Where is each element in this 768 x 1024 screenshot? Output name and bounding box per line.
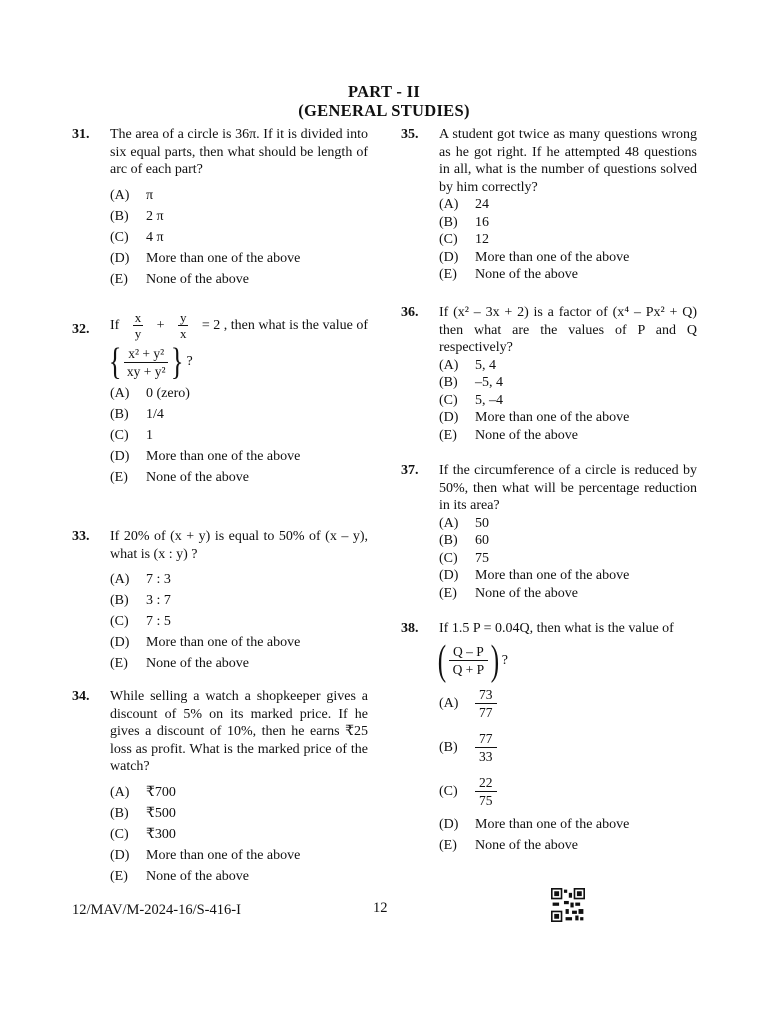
option-e: (E) None of the above xyxy=(110,470,250,485)
question-text: If the circumference of a circle is reduced by 50%, then what will be percentage reduction in its area? xyxy=(439,463,697,513)
question-number: 33. xyxy=(72,529,90,544)
option-a: (A) 5, 4 xyxy=(439,357,496,373)
option-b: (B) 2 π xyxy=(110,208,164,224)
question-34 xyxy=(72,688,368,887)
option-c: (C) 4 π xyxy=(110,229,164,245)
expression: { $\frac{\text{x² + y²}}{\text{xy + y²}}$ } ? xyxy=(108,341,193,383)
question-text: If $\frac{x}{y}$ + $\frac{y}{x}$ = 2 , then what is the value of xyxy=(110,310,368,341)
section-title: (GENERAL STUDIES) xyxy=(298,101,470,120)
option-c: (C) 12 xyxy=(439,232,489,247)
question-text: If (x² – 3x + 2) is a factor of (x⁴ – Px² + Q) then what are the values of P and Q respectively? xyxy=(439,305,697,355)
fraction-x-over-y: $\frac{x}{y}$ xyxy=(134,310,142,341)
question-number: 32. xyxy=(72,322,90,337)
question-number: 38. xyxy=(401,621,419,636)
options-list xyxy=(110,383,368,488)
option-e: (E) None of the above xyxy=(110,656,250,671)
option-b: (B) ₹500 xyxy=(110,805,176,821)
option-e: (E) None of the above xyxy=(439,427,579,443)
option-e: (E) None of the above xyxy=(439,585,579,601)
option-c: (C) 1 xyxy=(110,428,153,443)
options-list xyxy=(439,682,697,856)
options-list xyxy=(110,782,368,887)
option-fraction: $\frac{73}{77}$ xyxy=(475,686,497,721)
question-32 xyxy=(72,310,368,528)
options-list xyxy=(439,196,697,284)
option-e: (E) None of the above xyxy=(110,271,250,287)
option-e: (E) None of the above xyxy=(110,868,250,884)
option-b: (B) 3 : 7 xyxy=(110,593,171,608)
option-b: (B) 60 xyxy=(439,533,489,548)
question-text: While selling a watch a shopkeeper gives a discount of 5% on its marked price. If he gives a discount of 10%, then he earns ₹25 loss as profit. What is the marked price of the watch? xyxy=(110,689,368,774)
option-e: (E) None of the above xyxy=(439,837,579,853)
option-d: (D) More than one of the above xyxy=(439,816,630,832)
question-number: 34. xyxy=(72,689,90,704)
option-b: (B) $\frac{77}{33}$ xyxy=(439,726,697,770)
options-list xyxy=(439,357,697,445)
option-d: (D) More than one of the above xyxy=(110,635,301,650)
page-heading xyxy=(0,82,768,120)
option-a: (A) 50 xyxy=(439,515,489,531)
option-d: (D) More than one of the above xyxy=(110,847,301,863)
expression-fraction: $\frac{Q - P}{Q + P}$ xyxy=(449,643,488,678)
right-column xyxy=(401,126,697,856)
option-fraction: $\frac{77}{33}$ xyxy=(475,730,497,765)
option-d: (D) More than one of the above xyxy=(110,250,301,266)
options-list xyxy=(110,569,368,674)
question-number: 35. xyxy=(401,127,419,142)
option-c: (C) ₹300 xyxy=(110,826,176,842)
option-a: (A) ₹700 xyxy=(110,784,176,800)
left-column xyxy=(72,126,368,887)
option-c: (C) 5, –4 xyxy=(439,392,503,408)
fraction-y-over-x: $\frac{y}{x}$ xyxy=(179,310,187,341)
question-text: If 20% of (x + y) is equal to 50% of (x – y), what is (x : y) ? xyxy=(110,529,368,562)
option-d: (D) More than one of the above xyxy=(439,410,630,425)
question-31 xyxy=(72,126,368,296)
question-text: A student got twice as many questions wrong as he got right. If he attempted 48 questions in all, what is the number of questions solved by him correctly? xyxy=(439,127,697,195)
option-c: (C) 7 : 5 xyxy=(110,614,171,629)
option-a: (A) 0 (zero) xyxy=(110,386,190,401)
option-d: (D) More than one of the above xyxy=(439,568,630,583)
question-number: 36. xyxy=(401,305,419,320)
question-38 xyxy=(401,620,697,856)
part-title: PART - II xyxy=(347,82,421,101)
paper-code: 12/MAV/M-2024-16/S-416-I xyxy=(72,902,241,918)
qr-code-icon xyxy=(551,888,585,922)
question-text: If 1.5 P = 0.04Q, then what is the value of xyxy=(439,621,674,636)
option-b: (B) 1/4 xyxy=(110,407,164,422)
option-d: (D) More than one of the above xyxy=(110,449,301,464)
question-text: The area of a circle is 36π. If it is divided into six equal parts, then what should be length of arc of each part? xyxy=(110,127,368,177)
question-36 xyxy=(401,304,697,462)
option-a: (A) 24 xyxy=(439,197,489,212)
question-33 xyxy=(72,528,368,678)
options-list xyxy=(439,515,697,603)
question-number: 37. xyxy=(401,463,419,478)
expression-fraction: $\frac{\text{x² + y²}}{\text{xy + y²}}$ xyxy=(124,345,168,380)
option-a: (A) π xyxy=(110,187,154,203)
option-c: (C) 75 xyxy=(439,550,489,566)
option-b: (B) –5, 4 xyxy=(439,375,503,390)
option-d: (D) More than one of the above xyxy=(439,249,630,265)
question-37 xyxy=(401,462,697,620)
option-b: (B) 16 xyxy=(439,214,489,230)
question-35 xyxy=(401,126,697,304)
page-number: 12 xyxy=(373,900,388,916)
option-c: (C) $\frac{22}{75}$ xyxy=(439,770,697,814)
option-a: (A) $\frac{73}{77}$ xyxy=(439,682,697,726)
option-e: (E) None of the above xyxy=(439,267,579,282)
option-fraction: $\frac{22}{75}$ xyxy=(475,774,497,809)
options-list xyxy=(110,185,368,290)
expression: ( $\frac{Q - P}{Q + P}$ ) ? xyxy=(437,637,508,684)
question-number: 31. xyxy=(72,127,90,142)
option-a: (A) 7 : 3 xyxy=(110,572,171,587)
